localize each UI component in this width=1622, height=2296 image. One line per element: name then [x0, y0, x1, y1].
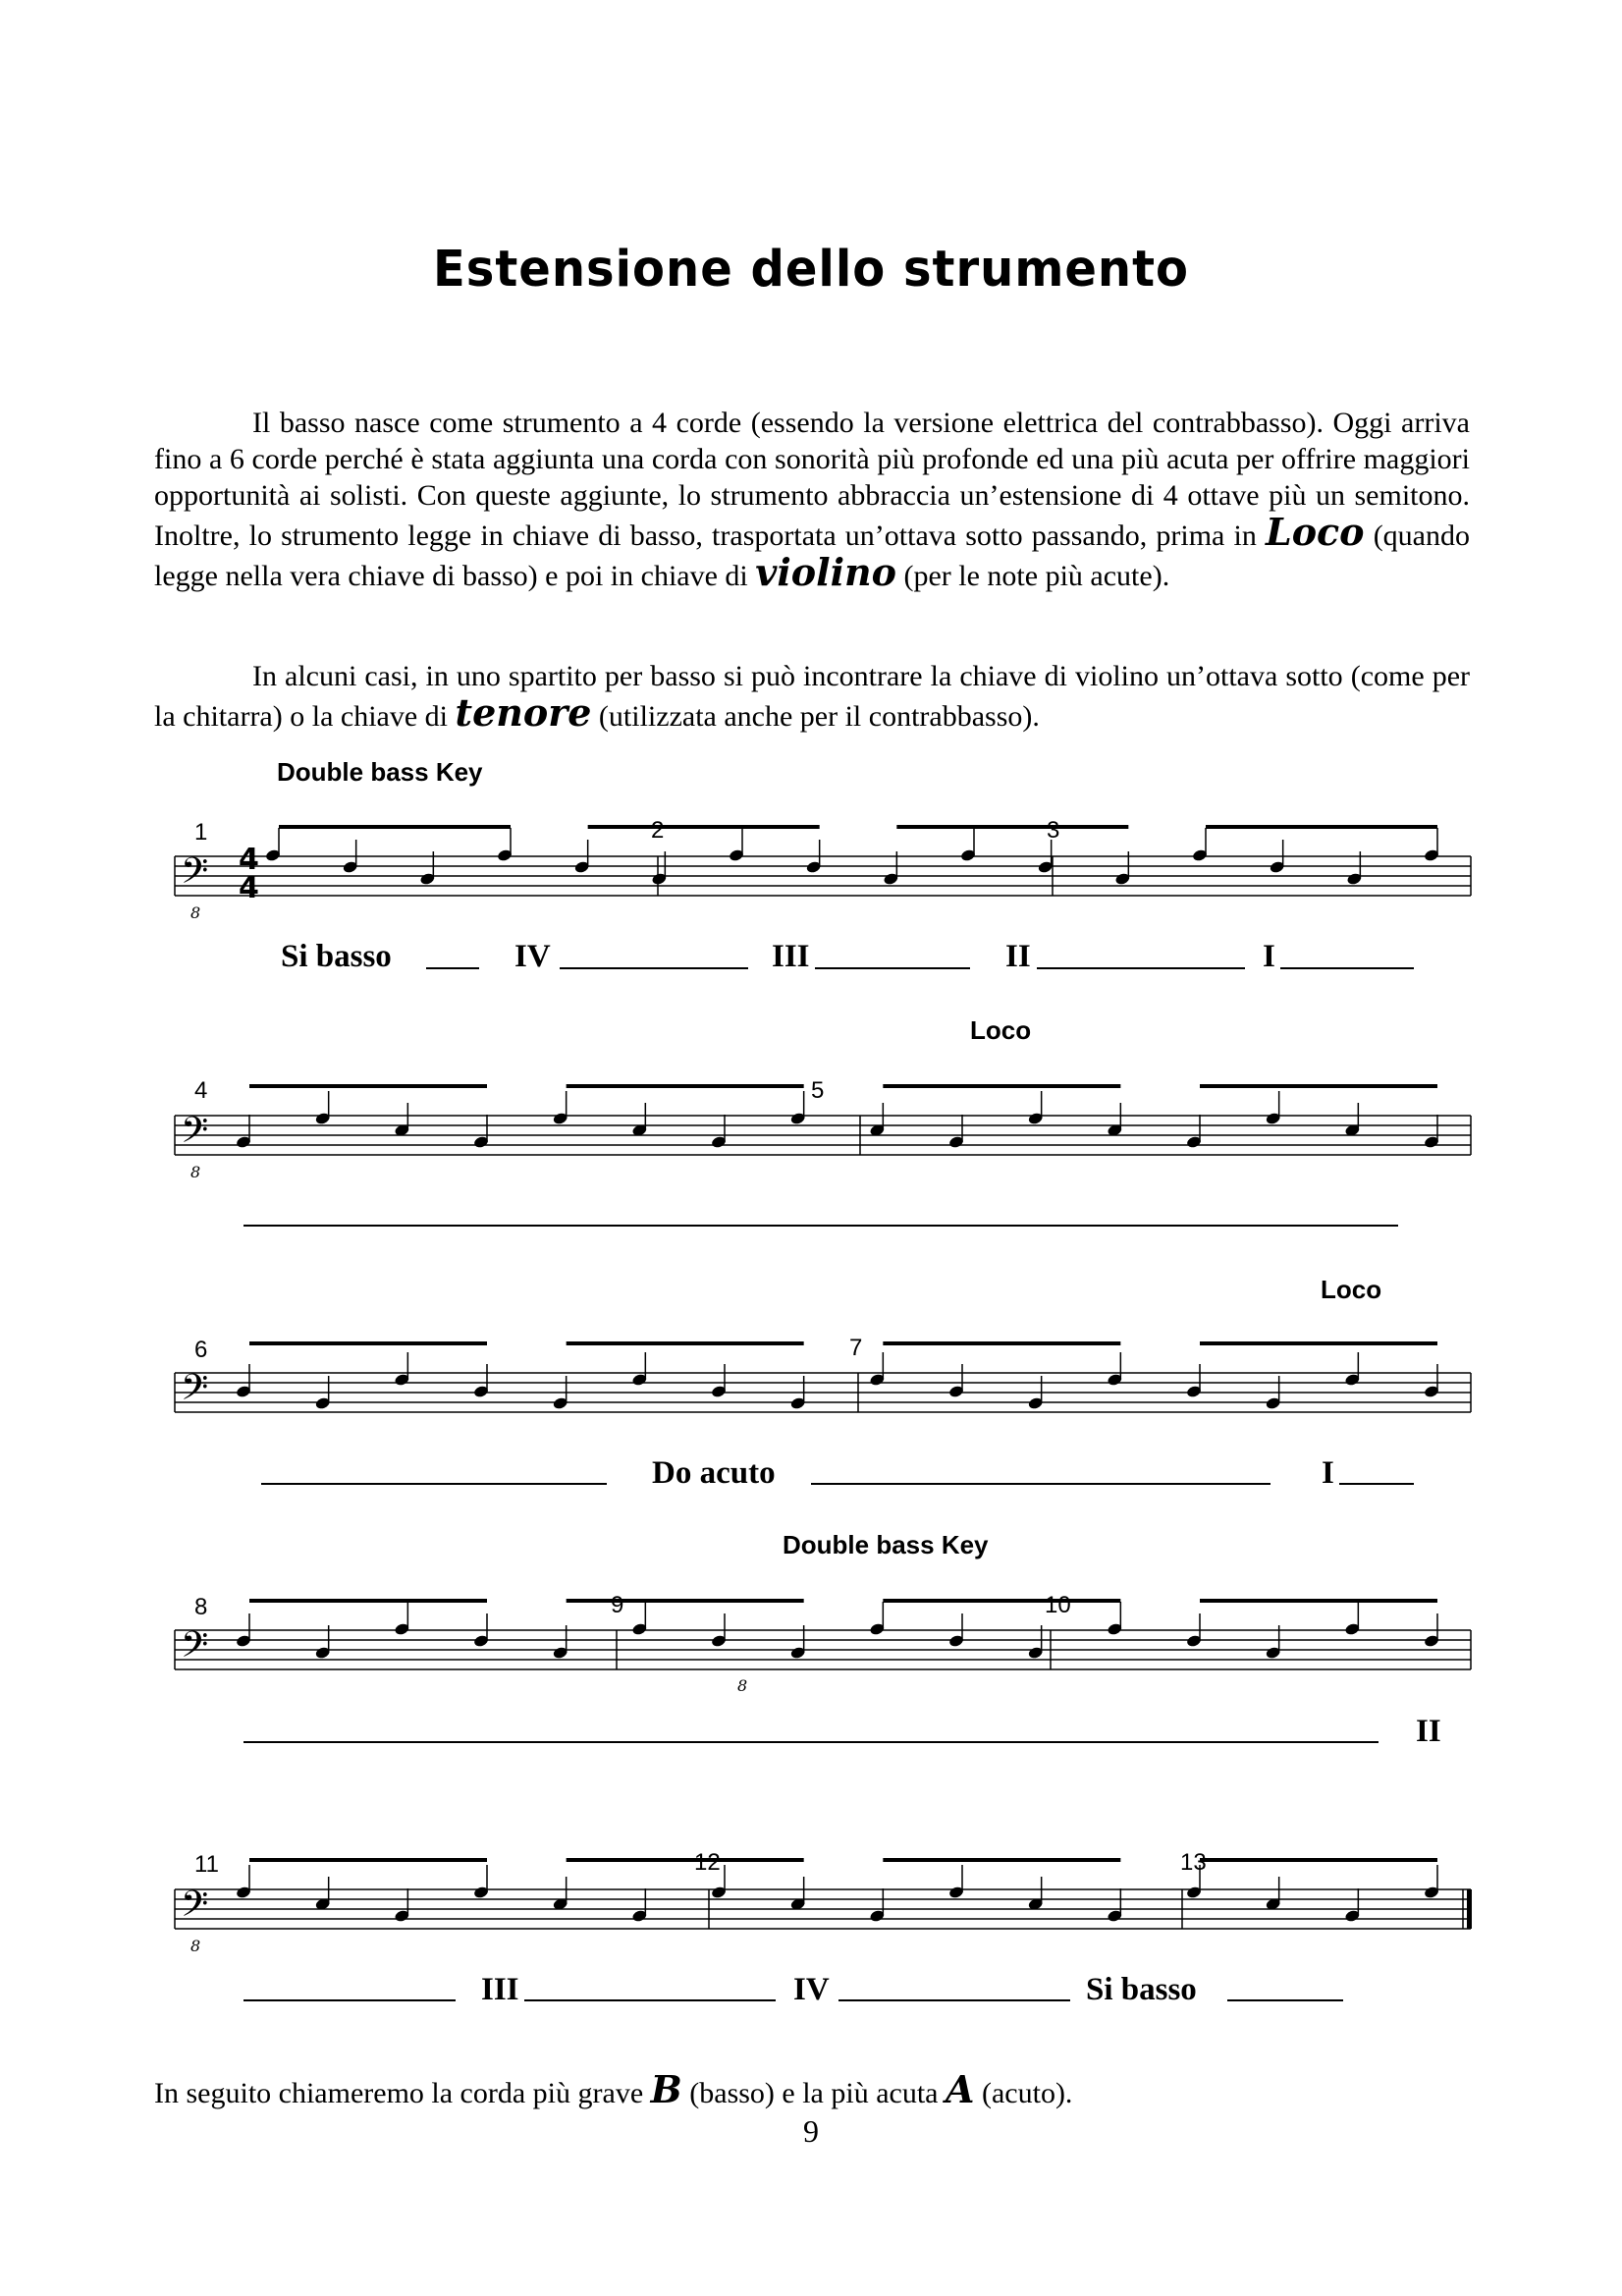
bass-clef-icon: 𝄢 [181, 1624, 209, 1674]
loco-term: Loco [1265, 510, 1365, 554]
time-signature-bottom: 4 [239, 871, 259, 905]
measure-number-2: 2 [651, 817, 665, 844]
label-ii-2: II [1416, 1714, 1441, 1749]
note-beam [567, 1084, 804, 1088]
octave-mark-2: 8 [190, 1163, 201, 1181]
string-labels-row-3 [261, 1455, 1414, 1491]
note-beam [279, 825, 511, 829]
annotation-loco: Loco [970, 1015, 1032, 1045]
note-beam [249, 1341, 487, 1345]
annotation-loco-2: Loco [1321, 1275, 1382, 1304]
measure-number-12: 12 [694, 1849, 721, 1876]
note-beam [1200, 1084, 1437, 1088]
label-ii: II [1005, 939, 1031, 974]
label-i: I [1263, 939, 1275, 974]
octave-mark-3: 8 [737, 1676, 748, 1695]
tenore-term: tenore [455, 690, 592, 735]
note-beam [1200, 1599, 1437, 1603]
string-labels-row-5 [243, 1972, 1343, 2007]
paragraph-2-text: In alcuni casi, in uno spartito per basso si può incontrare la chiave di violino un’ottava sotto (come per la chitarra) o la chiave di [154, 660, 1470, 733]
octave-mark-1: 8 [190, 903, 201, 922]
page-title: Estensione dello strumento [433, 240, 1189, 299]
note-beam [883, 1858, 1120, 1862]
label-si-basso-2: Si basso [1086, 1972, 1197, 2007]
note-beam [567, 1858, 804, 1862]
label-iii-2: III [481, 1972, 519, 2007]
note-beam [567, 1341, 804, 1345]
violino-term: violino [755, 550, 896, 594]
note-beam [249, 1084, 487, 1088]
measure-number-10: 10 [1045, 1592, 1071, 1618]
bass-clef-icon: 𝄢 [181, 1110, 209, 1160]
label-iii: III [772, 939, 810, 974]
note-beam [1206, 825, 1437, 829]
bass-clef-icon: 𝄢 [181, 1367, 209, 1417]
note-beam [588, 825, 820, 829]
footer-a: A [946, 2067, 975, 2111]
measure-number-9: 9 [611, 1592, 624, 1618]
octave-mark-4: 8 [190, 1937, 201, 1955]
time-signature-top: 4 [239, 843, 259, 877]
string-labels-row-1 [281, 939, 1414, 974]
footer-text-3: (acuto). [974, 2077, 1073, 2109]
measure-number-13: 13 [1180, 1849, 1207, 1876]
annotation-double-bass-key: Double bass Key [277, 757, 483, 787]
label-i-2: I [1322, 1455, 1334, 1491]
note-beam [1200, 1858, 1437, 1862]
footer-text-2: (basso) e la più acuta [681, 2077, 946, 2109]
label-do-acuto: Do acuto [652, 1455, 776, 1491]
bass-clef-icon: 𝄢 [181, 1884, 209, 1934]
note-beam [249, 1858, 487, 1862]
page-number: 9 [803, 2113, 819, 2149]
paragraph-1-text-3: (per le note più acute). [895, 560, 1170, 592]
paragraph-1-text-2: (quando legge nella vera chiave di basso) e poi in chiave di [154, 519, 1471, 592]
note-beam [883, 1599, 1120, 1603]
bass-clef-icon: 𝄢 [181, 850, 209, 901]
footer-b: B [650, 2067, 682, 2111]
final-barline-thick [1467, 1889, 1472, 1929]
measure-number-1: 1 [194, 819, 208, 846]
note-beam [883, 1341, 1120, 1345]
staff-systems [175, 825, 1472, 1934]
note-beam [1200, 1341, 1437, 1345]
note-beam [567, 1599, 804, 1603]
label-si-basso: Si basso [281, 939, 392, 974]
measure-number-3: 3 [1047, 817, 1060, 844]
measure-number-8: 8 [194, 1594, 208, 1620]
label-iv: IV [514, 939, 551, 974]
measure-number-5: 5 [811, 1077, 825, 1104]
footer-text-1: In seguito chiameremo la corda più grave [154, 2077, 651, 2109]
measure-number-11: 11 [194, 1851, 219, 1878]
note-beam [883, 1084, 1120, 1088]
annotation-double-bass-key-2: Double bass Key [783, 1530, 989, 1559]
measure-number-7: 7 [849, 1335, 863, 1361]
paragraph-1-text: Il basso nasce come strumento a 4 corde (essendo la versione elettrica del contrabbasso). Oggi arriva fino a 6 corde perché è stata aggiunta una corda con sonorità più profonde ed una più acuta per offrire maggiori opportunità ai solisti. Con queste aggiunte, lo strumento abbraccia un’estensione di 4 ottave più un semitono. Inoltre, lo strumento legge in chiave di basso, trasportata un’ottava sotto passando, prima in [154, 407, 1470, 552]
measure-number-4: 4 [194, 1077, 208, 1104]
measure-number-6: 6 [194, 1337, 208, 1363]
paragraph-2-text-2: (utilizzata anche per il contrabbasso). [591, 700, 1040, 733]
string-labels-row-4 [243, 1714, 1441, 1749]
footer-text [154, 2067, 1072, 2111]
note-beam [249, 1599, 487, 1603]
note-beam [896, 825, 1128, 829]
label-iv-2: IV [793, 1972, 830, 2007]
